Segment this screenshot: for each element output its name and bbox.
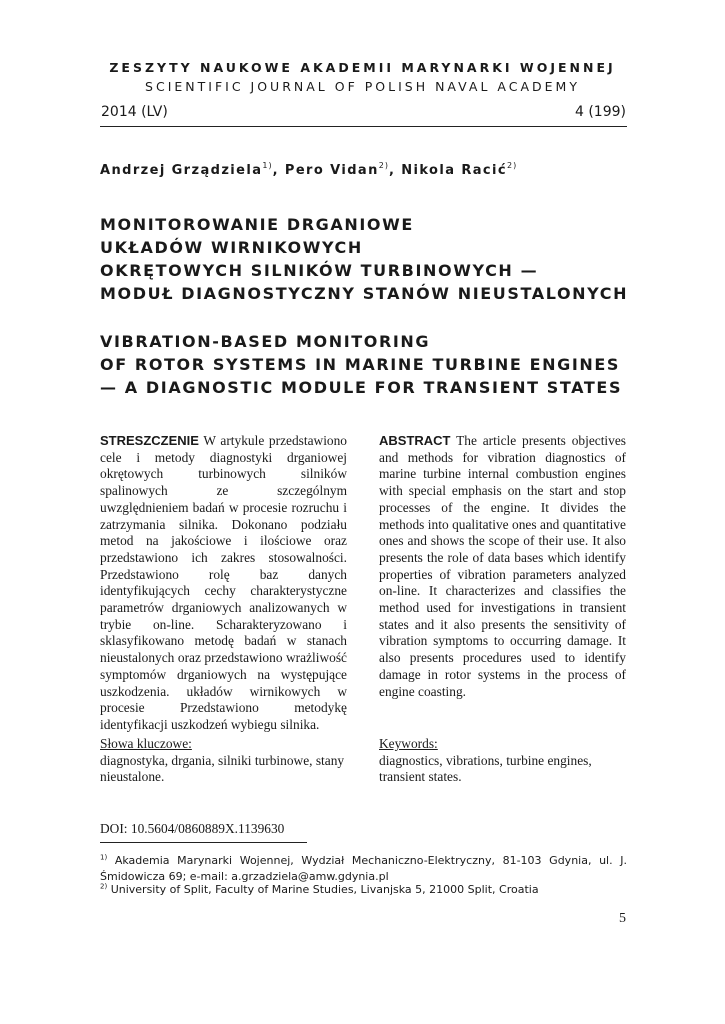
author-affiliation-mark: 2) bbox=[507, 160, 518, 170]
footnote-mark: 2) bbox=[100, 882, 108, 891]
author-name: Nikola Racić bbox=[401, 163, 507, 178]
title-line: OF ROTOR SYSTEMS IN MARINE TURBINE ENGINES bbox=[100, 355, 621, 374]
title-line: MODUŁ DIAGNOSTYCZNY STANÓW NIEUSTALONYCH bbox=[100, 284, 629, 303]
journal-title-polish: ZESZYTY NAUKOWE AKADEMII MARYNARKI WOJENNEJ bbox=[109, 60, 616, 75]
author-affiliation-mark: 1) bbox=[262, 160, 273, 170]
title-line: MONITOROWANIE DRGANIOWE bbox=[100, 215, 414, 234]
title-line: OKRĘTOWYCH SILNIKÓW TURBINOWYCH — bbox=[100, 261, 539, 280]
footnote-text: University of Split, Faculty of Marine Studies, Livanjska 5, 21000 Split, Croatia bbox=[110, 883, 539, 896]
author-affiliation-mark: 2) bbox=[378, 160, 389, 170]
footnote-mark: 1) bbox=[100, 853, 108, 862]
page-number: 5 bbox=[619, 911, 626, 926]
author-separator: , bbox=[388, 163, 402, 178]
abstract-english-text: The article presents objectives and methods for vibration diagnostics of marine turbine internal combustion engines with special emphasis on the start and stop processes of the engine. It divides the methods into qualitative ones and quantitative ones and shows the scope of their use. It also presents the role of data bases which identify properties of vibration parameters analyzed on-line. It characterizes and classifies the method used for investigations in transient states and it also presents the sensitivity of vibration symptoms to occurring damage. It also presents procedures used to identify damage in rotor systems in the process of engine coasting. bbox=[379, 433, 627, 699]
abstract-polish bbox=[100, 433, 347, 734]
keywords-english bbox=[379, 736, 626, 786]
doi: DOI: 10.5604/0860889X.1139630 bbox=[100, 821, 285, 836]
author-list bbox=[100, 160, 518, 178]
keywords-english-label: Keywords: bbox=[379, 736, 438, 751]
title-english bbox=[100, 330, 622, 399]
keywords-polish-text: diagnostyka, drgania, silniki turbinowe, stany nieustalone. bbox=[100, 752, 345, 784]
keywords-polish bbox=[100, 736, 347, 786]
abstract-english bbox=[379, 433, 626, 700]
footnote-1 bbox=[100, 853, 627, 884]
author-separator: , bbox=[272, 163, 285, 178]
title-line: VIBRATION-BASED MONITORING bbox=[100, 332, 431, 351]
title-line: — A DIAGNOSTIC MODULE FOR TRANSIENT STATES bbox=[100, 378, 623, 397]
footnote-divider bbox=[100, 842, 307, 843]
abstract-polish-label: STRESZCZENIE bbox=[100, 433, 199, 448]
keywords-polish-label: Słowa kluczowe: bbox=[100, 736, 192, 751]
header-divider bbox=[100, 126, 627, 127]
footnote-2 bbox=[100, 882, 627, 898]
abstract-polish-paragraph bbox=[100, 433, 347, 734]
title-polish bbox=[100, 213, 628, 305]
author-name: Andrzej Grządziela bbox=[100, 163, 263, 178]
abstract-polish-text: W artykule przedstawiono cele i metody diagnostyki drganiowej okrętowych turbinowych silników spalinowych ze szczególnym uwzględnieniem badań w procesie rozruchu i zatrzymania silnika. Dokonano podziału metod na jakościowe i ilościowe oraz przedstawiono ich zakres stosowalności. Przedstawiono rolę baz danych identyfikujących cechy charakterystyczne parametrów drganiowych analizowanych w trybie on-line. Scharakteryzowano i sklasyfikowano metodę badań w stanach nieustalonych oraz przedstawiono wrażliwość symptomów drganiowych na występujące uszkodzenia. układów wirnikowych w procesie Przedstawiono metodykę identyfikacji uszkodzeń wybiegu silnika. bbox=[100, 433, 348, 732]
year-volume: 2014 (LV) bbox=[101, 104, 168, 120]
keywords-english-text: diagnostics, vibrations, turbine engines, transient states. bbox=[379, 752, 592, 784]
footnote-text: Akademia Marynarki Wojennej, Wydział Mechaniczno-Elektryczny, 81-103 Gdynia, ul. J. Śmidowicza 69; e-mail: a.grzadziela@amw.gdynia.pl bbox=[100, 854, 627, 883]
abstract-english-label: ABSTRACT bbox=[379, 433, 451, 448]
title-line: UKŁADÓW WIRNIKOWYCH bbox=[100, 238, 363, 257]
journal-title-english: SCIENTIFIC JOURNAL OF POLISH NAVAL ACADEMY bbox=[145, 79, 580, 94]
issue-number: 4 (199) bbox=[574, 104, 626, 120]
abstract-english-paragraph bbox=[379, 433, 626, 700]
author-name: Pero Vidan bbox=[284, 163, 379, 178]
